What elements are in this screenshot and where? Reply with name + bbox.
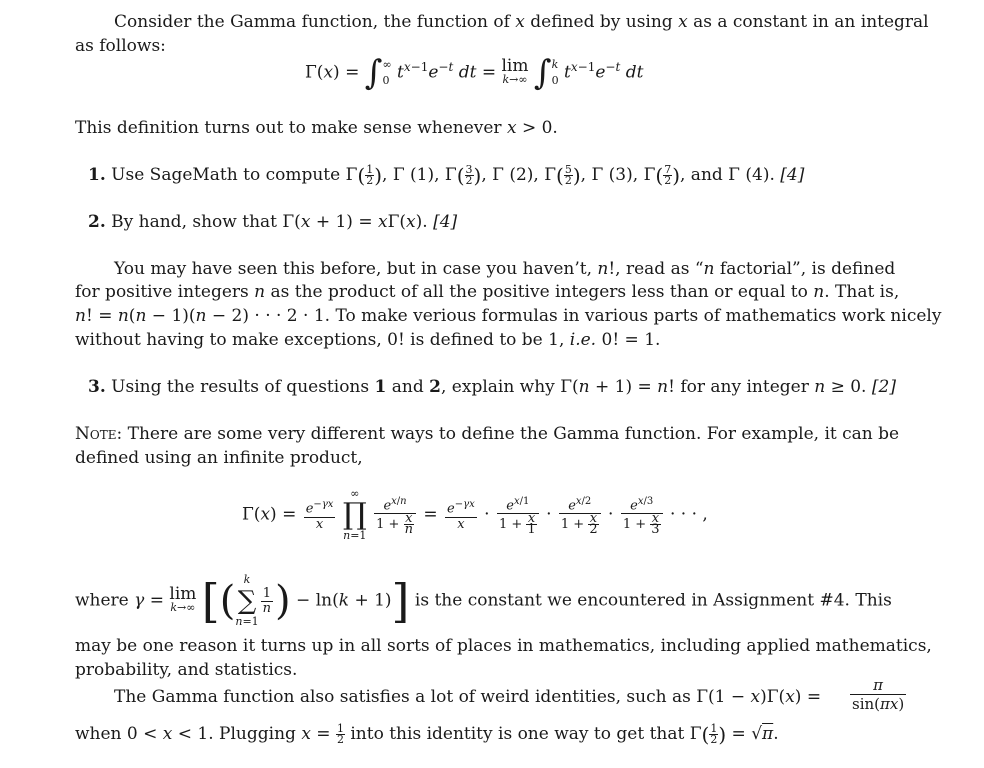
question-2-marks: [4] (433, 212, 458, 232)
identity-frac-num: π (850, 676, 906, 695)
intro-line-1: Consider the Gamma function, the function of x defined by using x as a constant in an integral (114, 12, 929, 32)
question-1-number: 1. (88, 165, 106, 185)
note-text-1: There are some very different ways to define the Gamma function. For example, it can be (127, 424, 900, 444)
note-label: Note: (75, 424, 123, 444)
euler-gamma-suffix: is the constant we encountered in Assignment #4. This (414, 590, 892, 611)
where-line-2: may be one reason it turns up in all sorts of places in mathematics, including applied mathematics, (75, 636, 932, 656)
identity-fraction: $\frac{\pi}{\sin(\pi x)}$ (852, 676, 905, 713)
gamma-product-equation: Γ(x) = $\frac{e^{-\gamma x}}{x}$ ∞ ∏ n=1 $e^{x/n}$ 1 + $\frac{x}{n}$ = $\frac{e^{-\gamma x}}{x}$ · $e^{x/1}$ 1 + $\frac{x}{1}$ · $e^{x/2}$ 1 + $\frac{x}{2}$ · $e^{x/3}$ 1 + $\frac{x}{3}$ · · · , (242, 487, 708, 542)
factorial-line-1: You may have seen this before, but in case you haven’t, n!, read as “n factorial”, is defined (114, 259, 896, 279)
note-line-1 (75, 423, 899, 445)
where-line-3: probability, and statistics. (75, 660, 298, 680)
question-1: 1. Use SageMath to compute Γ( $\frac{1}{2}$ ), Γ (1), Γ( $\frac{3}{2}$ ), Γ (2), Γ( $\frac{5}{2}$ ), Γ (3), Γ( $\frac{7}{2}$ ), and Γ (4). [4] (88, 163, 805, 188)
question-1-marks: [4] (780, 165, 805, 185)
question-3-marks: [2] (871, 377, 896, 397)
gamma-integral-equation: Γ(x) = ∫ ∞ 0 $t^{x-1}e^{-t}$ dt = lim k→∞ ∫ k 0 $t^{x-1}e^{-t}$ dt (305, 53, 644, 93)
question-3: 3. Using the results of questions 1 and 2, explain why Γ(n + 1) = n! for any integer n ≥ 0. [2] (88, 377, 896, 397)
factorial-line-4: without having to make exceptions, 0! is defined to be 1, i.e. 0! = 1. (75, 330, 661, 350)
note-line-2: defined using an infinite product, (75, 448, 363, 468)
identity-line-1: The Gamma function also satisfies a lot of weird identities, such as Γ(1 − x)Γ(x) = (114, 687, 822, 707)
definition-sense-line: This definition turns out to make sense whenever x > 0. (75, 118, 558, 138)
question-2: 2. By hand, show that Γ(x + 1) = xΓ(x). [4] (88, 212, 458, 232)
question-3-number: 3. (88, 377, 106, 397)
factorial-line-3: n! = n(n − 1)(n − 2) · · · 2 · 1. To make verious formulas in various parts of mathematics work nicely (75, 306, 942, 326)
euler-gamma-line: where γ = lim k→∞ [( k ∑ n=1 $\frac{1}{n}$ ) − ln(k + 1)] is the constant we encountered in Assignment #4. This (75, 573, 892, 628)
factorial-line-2: for positive integers n as the product of all the positive integers less than or equal to n. That is, (75, 282, 900, 302)
intro-line-2: as follows: (75, 36, 166, 56)
question-2-number: 2. (88, 212, 106, 232)
identity-line-2: when 0 < x < 1. Plugging x = $\frac{1}{2}$ into this identity is one way to get that Γ( $\frac{1}{2}$ ) = √π. (75, 722, 779, 747)
